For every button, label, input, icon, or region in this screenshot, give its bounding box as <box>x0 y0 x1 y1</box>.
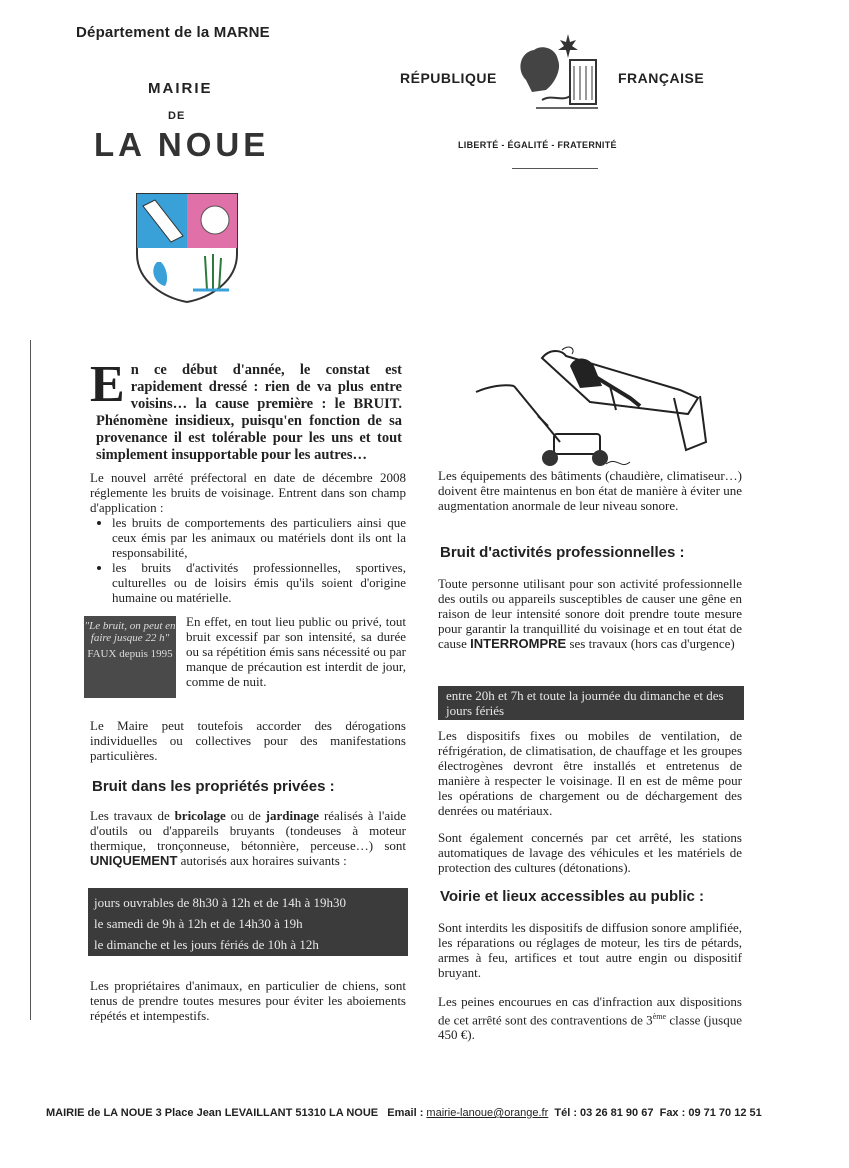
marianne-emblem-icon <box>512 30 604 114</box>
washing-stations-paragraph: Sont également concernés par cet arrêté, les stations automatiques de lavage des véhicules et les matériels de protection des cultures (détonations). <box>438 830 742 875</box>
day-night-paragraph: En effet, en tout lieu public ou privé, tout bruit excessif par son intensité, sa durée ou sa répétition émis sans nécessité ou par manque de précaution est interdit de jour, comme de nuit. <box>186 614 406 689</box>
public-roads-paragraph: Sont interdits les dispositifs de diffusion sonore amplifiée, les réparations ou réglages de moteur, les tirs de pétards, armes à feu, artifices et tout autre engin ou dispositif bruyant. <box>438 920 742 980</box>
department-title: Département de la MARNE <box>76 24 270 41</box>
header-divider <box>512 168 598 169</box>
list-item: • les bruits de comportements des particuliers ainsi que ceux émis par les animaux ou matériels dont ils ont la responsabilité, <box>112 515 406 560</box>
footer-contact <box>46 1107 762 1119</box>
penalties-superscript: ème <box>652 1012 667 1021</box>
republique-label: RÉPUBLIQUE <box>400 70 497 86</box>
de-label: DE <box>168 110 186 122</box>
footer-email-label: Email : <box>387 1107 427 1119</box>
heading-private-properties: Bruit dans les propriétés privées : <box>92 778 335 795</box>
footer-address: MAIRIE de LA NOUE 3 Place Jean LEVAILLANT 51310 LA NOUE <box>46 1107 379 1119</box>
hours-weekdays: jours ouvrables de 8h30 à 12h et de 14h à 19h30 <box>94 895 347 910</box>
diy-paragraph <box>90 808 406 868</box>
diy-text-a: Les travaux de <box>90 808 175 823</box>
lawnmower-lounger-illustration <box>470 346 750 474</box>
left-margin-line <box>30 340 31 1020</box>
penalties-text-b: classe (jusque 450 €). <box>438 1012 743 1043</box>
francaise-label: FRANÇAISE <box>618 70 705 86</box>
list-item: • les bruits d'activités professionnelles, sportives, culturelles ou de loisirs émis qu'ils soient d'origine humaine ou matérielle. <box>112 560 406 605</box>
penalties-text-a: Les peines encourues en cas d'infraction aux dispositions de cet arrêté sont des contraventions de 3 <box>438 994 742 1028</box>
diy-jardinage: jardinage <box>265 808 320 823</box>
diy-text-c: ou de <box>225 808 266 823</box>
professional-paragraph <box>438 576 742 651</box>
diy-text-d: réalisés à l'aide d'outils ou d'appareils bruyants (tondeuses à moteur thermique, tronçonneuse, bétonnière, perceuse…) sont <box>90 808 406 853</box>
town-name: LA NOUE <box>94 126 270 163</box>
footer-phone: Tél : 03 26 81 90 67 <box>554 1107 654 1119</box>
fixed-devices-paragraph: Les dispositifs fixes ou mobiles de ventilation, de réfrigération, de climatisation, de chauffage et les groupes électrogènes devront être installés et entretenus de manière à respecter le voisinage. Il en est de même pour les opérations de chargement ou de déchargement des denrées ou matériaux. <box>438 728 742 818</box>
penalties-paragraph <box>438 994 742 1042</box>
motto: LIBERTÉ - ÉGALITÉ - FRATERNITÉ <box>458 140 617 150</box>
professional-text-c: ses travaux (hors cas d'urgence) <box>566 636 735 651</box>
intro-text: n ce début d'année, le constat est rapidement dressé : rien de va plus entre voisins… la cause première : le BRUIT. Phénomène insidieux, puisqu'en fonction de sa provenance il est tolérable pour les uns et tout simplement insupportable pour les autres… <box>96 362 402 463</box>
coat-of-arms-icon <box>135 192 239 304</box>
drop-cap: E <box>90 356 125 413</box>
quote-text: "Le bruit, on peut en faire jusque 22 h" <box>84 620 176 644</box>
professional-forbidden-hours-box: entre 20h et 7h et toute la journée du dimanche et des jours fériés <box>438 686 744 720</box>
building-equipment-paragraph: Les équipements des bâtiments (chaudière, climatiseur…) doivent être maintenus en bon état de manière à éviter une augmentation anormale de leur niveau sonore. <box>438 468 742 513</box>
professional-interrompre: INTERROMPRE <box>470 636 567 651</box>
footer-fax: Fax : 09 71 70 12 51 <box>659 1107 762 1119</box>
hours-saturday: le samedi de 9h à 12h et de 14h30 à 19h <box>94 916 303 931</box>
footer-email-link[interactable]: mairie-lanoue@orange.fr <box>426 1107 549 1119</box>
animals-paragraph: Les propriétaires d'animaux, en particulier de chiens, sont tenus de prendre toutes mesures pour éviter les aboiements répétés et intempestifs. <box>90 978 406 1023</box>
decree-text: Le nouvel arrêté préfectoral en date de décembre 2008 réglemente les bruits de voisinage. Entrent dans son champ d'application : <box>90 470 406 515</box>
mairie-label: MAIRIE <box>148 80 213 97</box>
professional-text-a: Toute personne utilisant pour son activité professionnelle des outils ou appareils susceptibles de causer une gêne en raison de leur intensité sonore doit prendre toute mesure pour garantir la tranquillité du voisinage et en tout état de cause <box>438 576 742 651</box>
diy-uniquement: UNIQUEMENT <box>90 853 178 868</box>
heading-professional-noise: Bruit d'activités professionnelles : <box>440 544 685 561</box>
allowed-hours-box <box>88 888 408 956</box>
mayor-paragraph: Le Maire peut toutefois accorder des dérogations individuelles ou collectives pour des manifestations particulières. <box>90 718 406 763</box>
diy-text-e: autorisés aux horaires suivants : <box>177 853 347 868</box>
decree-paragraph <box>90 470 406 605</box>
intro-paragraph <box>90 356 402 464</box>
quote-box <box>84 616 176 698</box>
diy-bricolage: bricolage <box>174 808 226 823</box>
heading-public-roads: Voirie et lieux accessibles au public : <box>440 888 704 905</box>
hours-sunday: le dimanche et les jours fériés de 10h à 12h <box>94 937 319 952</box>
quote-source: FAUX depuis 1995 <box>87 648 173 660</box>
scope-list <box>90 515 406 605</box>
